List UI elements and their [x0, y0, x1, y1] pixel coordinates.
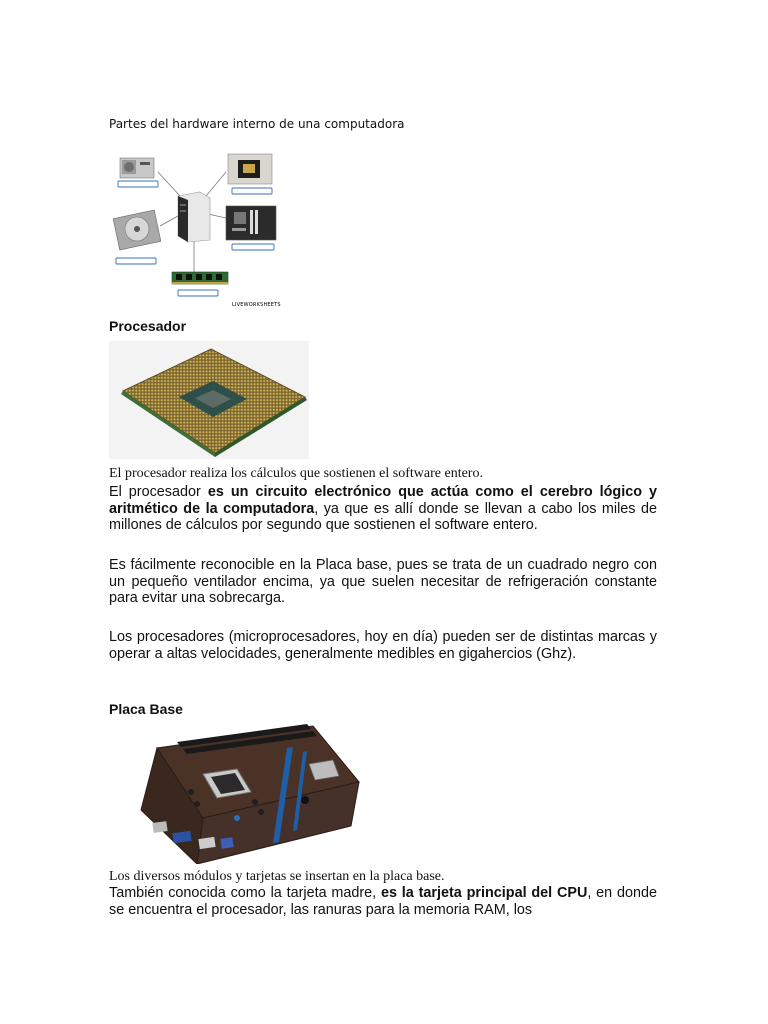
section-title-processor: Procesador — [109, 318, 187, 334]
processor-paragraph-2: Es fácilmente reconocible en la Placa base, pues se trata de un cuadrado negro con un pequeño ventilador encima, ya que suelen necesitar de refrigeración constante para evitar una sobrecarga. — [109, 557, 657, 607]
label-box-motherboard[interactable] — [232, 244, 274, 250]
motherboard-p1-bold: es la tarjeta principal del CPU — [381, 885, 588, 901]
processor-paragraph-3: Los procesadores (microprocesadores, hoy en día) pueden ser de distintas marcas y operar a altas velocidades, generalmente medibles en gigahercios (Ghz). — [109, 629, 657, 662]
motherboard-p1-tail: , en donde se encuentra el procesador, las ranuras para la memoria RAM, los — [109, 885, 658, 918]
motherboard-paragraph-1 — [109, 885, 657, 918]
processor-caption: El procesador realiza los cálculos que sostienen el software entero. — [109, 466, 483, 481]
processor-p1-tail: , ya que es allí donde se llevan a cabo los miles de millones de cálculos por segundo que sostienen el software entero. — [109, 500, 657, 534]
processor-box-image — [228, 154, 272, 184]
processor-p1-text: El procesador — [109, 484, 208, 500]
worksheet-watermark: LIVEWORKSHEETS — [232, 302, 281, 308]
processor-image — [109, 341, 309, 459]
label-box-hard-drive[interactable] — [116, 258, 156, 264]
processor-paragraph-1 — [109, 484, 657, 534]
power-supply-image — [120, 158, 154, 178]
hard-drive-image — [113, 210, 161, 250]
label-box-processor[interactable] — [232, 188, 272, 194]
ram-module-image — [172, 272, 228, 284]
computer-tower-image — [178, 192, 210, 242]
motherboard-small-image — [226, 206, 276, 240]
label-box-ram[interactable] — [178, 290, 218, 296]
processor-p1-bold: es un circuito electrónico que actúa como el cerebro lógico y aritmético de la computadora — [109, 484, 658, 517]
section-title-motherboard: Placa Base — [109, 701, 183, 717]
motherboard-image — [137, 722, 361, 864]
motherboard-caption: Los diversos módulos y tarjetas se insertan en la placa base. — [109, 869, 445, 884]
motherboard-p1-text: También conocida como la tarjeta madre, — [109, 885, 381, 901]
hardware-parts-diagram — [108, 148, 290, 310]
label-box-power-supply[interactable] — [118, 181, 158, 187]
page-heading: Partes del hardware interno de una computadora — [109, 117, 405, 131]
